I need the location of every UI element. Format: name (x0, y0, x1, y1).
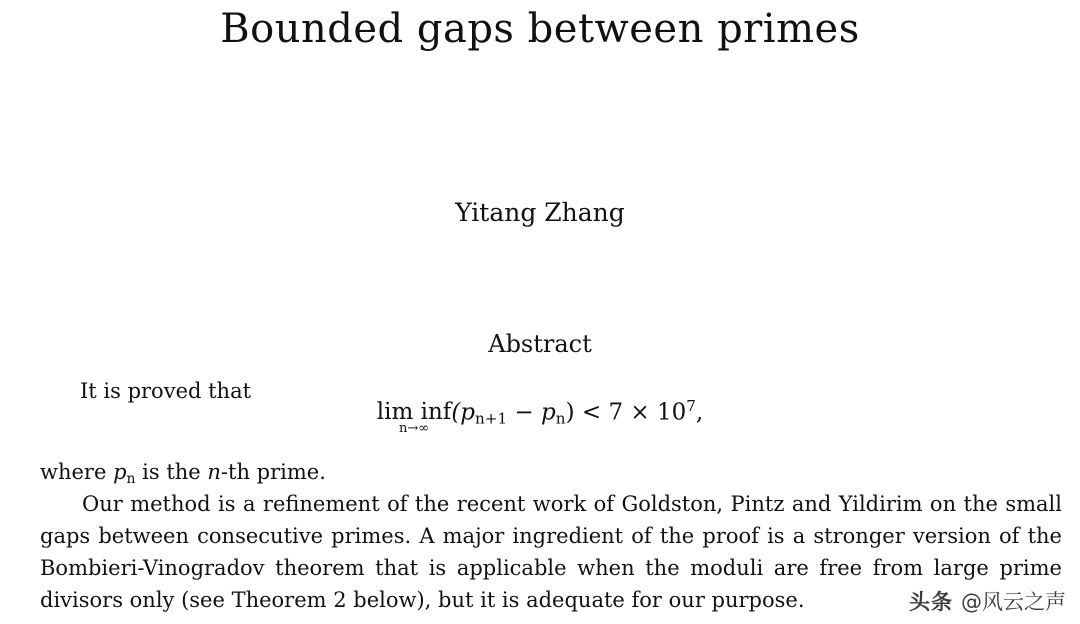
equation-expression (451, 397, 703, 428)
display-equation (0, 398, 1080, 434)
equation-relation: < 7 × 10 (574, 399, 687, 426)
abstract-paragraph: Our method is a refinement of the recent work of Goldston, Pintz and Yildirim on the small gaps between consecutive primes. A major ingredient of the proof is a stronger version of the Bombieri-Vinogradov theorem that is applicable when the moduli are free from large prime divisors only (see Theorem 2 below), but it is adequate for our purpose. (40, 492, 1062, 612)
watermark-text: @风云之声 (961, 590, 1066, 614)
liminf-op-text: lim inf (376, 399, 452, 425)
equation-inner (377, 398, 703, 434)
caption-mid: is the (135, 460, 208, 484)
author-name: Yitang Zhang (455, 198, 625, 227)
caption-symbol-p-sub: n (126, 470, 136, 487)
caption-symbol-n: n (207, 460, 221, 484)
watermark (909, 586, 1066, 616)
abstract-lead-line: It is proved that (80, 379, 252, 403)
equation-sub-1: n+1 (475, 409, 508, 428)
liminf-operator (377, 400, 452, 436)
abstract-heading: Abstract (488, 330, 592, 358)
equation-close-paren: ) (565, 399, 575, 426)
equation-minus-p: − p (507, 399, 556, 426)
watermark-logo: 头条 (909, 590, 953, 614)
equation-exponent: 7 (686, 396, 696, 415)
page-title: Bounded gaps between primes (220, 6, 860, 52)
caption-symbol-p: p (113, 460, 127, 484)
caption-post: -th prime. (220, 460, 326, 484)
equation-open-paren: (p (451, 399, 476, 426)
equation-sub-2: n (555, 409, 566, 428)
equation-trailing-comma: , (695, 399, 704, 426)
caption-pre: where (40, 460, 114, 484)
liminf-subscript: n→∞ (399, 421, 430, 436)
